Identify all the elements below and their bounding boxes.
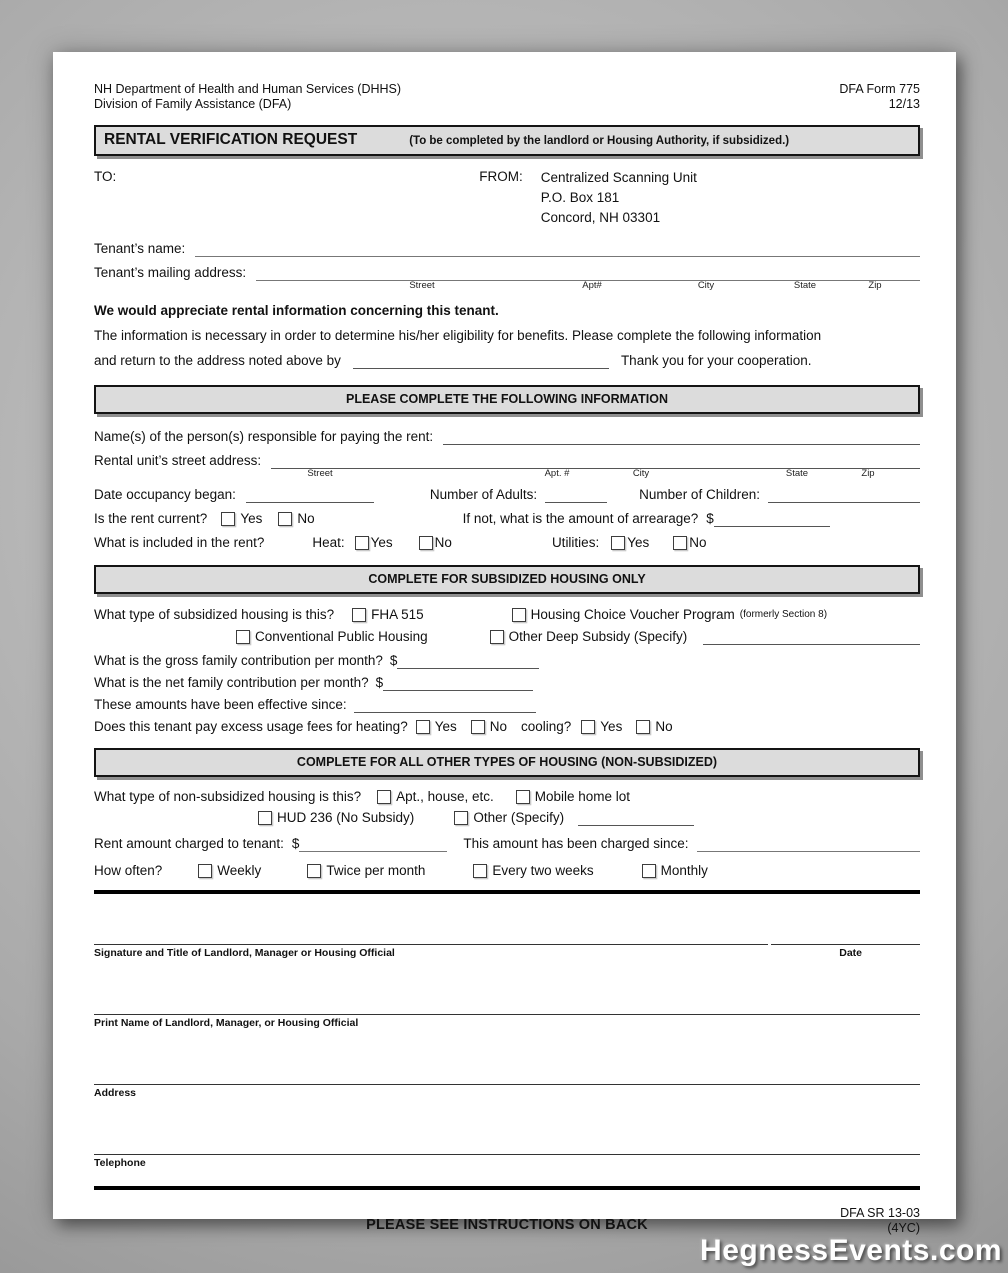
from-address-line3: Concord, NH 03301 [540,210,661,225]
housing-choice-voucher-note: (formerly Section 8) [739,609,828,620]
how-often-label: How often? [94,863,163,878]
utilities-no-label: No [689,535,707,550]
signature-field[interactable] [94,930,768,945]
weekly-label: Weekly [217,863,262,878]
intro-emphasis: We would appreciate rental information concerning this tenant. [94,303,499,318]
monthly-label: Monthly [660,863,708,878]
subsidized-type-label: What type of subsidized housing is this? [94,607,335,622]
checkbox-weekly[interactable] [198,864,212,878]
checkbox-twice-per-month[interactable] [307,864,321,878]
col-state-label: State [785,468,809,479]
form-code-block [840,1206,920,1236]
nonsubsidized-type-row [94,788,920,805]
checkbox-apt-house[interactable] [377,790,391,804]
checkbox-heating-fee-yes[interactable] [416,720,430,734]
net-contribution-row [94,674,920,691]
telephone-label: Telephone [94,1157,146,1169]
instructions-note: PLEASE SEE INSTRUCTIONS ON BACK [366,1217,648,1233]
conventional-public-housing-label: Conventional Public Housing [255,629,428,644]
form-number: DFA Form 775 [839,82,920,96]
unit-address-row [94,452,920,469]
cooperation-label: Thank you for your cooperation. [620,353,812,368]
checkbox-rent-current-no[interactable] [278,512,292,526]
checkbox-utilities-yes[interactable] [611,536,625,550]
checkbox-fha-515[interactable] [352,608,366,622]
form-subtitle: (To be completed by the landlord or Housing Authority, if subsidized.) [409,135,790,147]
title-bar [94,125,920,156]
gross-dollar-sign: $ [389,653,398,668]
subsidized-type-row [94,606,920,623]
signature-label: Signature and Title of Landlord, Manager or Housing Official [94,947,395,959]
checkbox-hud-236[interactable] [258,811,272,825]
col-street-label: Street [409,280,435,291]
charged-since-field[interactable] [697,837,920,852]
subsidized-type-row-2 [94,628,920,645]
effective-since-label: These amounts have been effective since: [94,697,347,712]
checkbox-housing-choice-voucher[interactable] [512,608,526,622]
checkbox-mobile-home-lot[interactable] [516,790,530,804]
form-page [53,52,956,1235]
return-by-label: and return to the address noted above by [94,353,341,368]
signature-label-row [94,947,920,960]
cooling-fee-no-label: No [655,719,673,734]
rent-amount-field[interactable] [299,837,447,852]
rent-amount-row [94,835,920,852]
intro-return-row [94,352,920,369]
effective-since-row [94,696,920,713]
form-revision: 12/13 [888,97,920,111]
from-address-line2: P.O. Box 181 [540,190,620,205]
payer-label: Name(s) of the person(s) responsible for paying the rent: [94,429,434,444]
net-contribution-label: What is the net family contribution per month? [94,675,369,690]
intro-body: The information is necessary in order to determine his/her eligibility for benefits. Please complete the following information [94,328,822,343]
utilities-label: Utilities: [551,535,600,550]
letterhead [94,82,920,112]
form-id-block [839,82,920,112]
tenant-address-label: Tenant’s mailing address: [94,265,247,280]
children-field[interactable] [768,488,920,503]
agency-block [94,82,401,112]
arrearage-dollar-sign: $ [706,511,714,526]
form-code-line2: (4YC) [887,1221,920,1235]
unit-address-columns [94,469,920,479]
address-field[interactable] [94,1070,920,1085]
tenant-name-field[interactable] [195,242,920,257]
signature-date-field[interactable] [771,930,920,945]
heating-fee-no-label: No [489,719,507,734]
footer [94,1204,920,1234]
cooling-label: cooling? [521,719,572,734]
gross-contribution-row [94,652,920,669]
adults-field[interactable] [545,488,607,503]
from-address-line1: Centralized Scanning Unit [540,170,697,185]
agency-line1: NH Department of Health and Human Services (DHHS) [94,82,402,96]
heat-no-label: No [434,535,452,550]
included-rent-label: What is included in the rent? [94,535,265,550]
unit-address-label: Rental unit’s street address: [94,453,262,468]
from-address [541,168,697,228]
section-info-header: PLEASE COMPLETE THE FOLLOWING INFORMATION [94,385,920,414]
checkbox-utilities-no[interactable] [673,536,687,550]
col-city-label: City [697,280,715,291]
col-apt-label: Apt. # [544,468,570,479]
col-zip-label: Zip [868,280,882,291]
housing-choice-voucher-label: Housing Choice Voucher Program [530,607,735,622]
rent-amount-dollar-sign: $ [291,836,300,851]
hud-236-label: HUD 236 (No Subsidy) [277,810,415,825]
effective-since-field[interactable] [354,698,536,713]
occupancy-date-field[interactable] [246,488,374,503]
print-name-label: Print Name of Landlord, Manager, or Housing Official [94,1017,359,1029]
fha-515-label: FHA 515 [371,607,424,622]
from-label: FROM: [479,169,523,184]
section-nonsubsidized-header: COMPLETE FOR ALL OTHER TYPES OF HOUSING (NON-SUBSIDIZED) [94,748,920,777]
other-deep-subsidy-field[interactable] [703,630,920,645]
checkbox-heating-fee-no[interactable] [471,720,485,734]
checkbox-every-two-weeks[interactable] [473,864,487,878]
occupancy-label: Date occupancy began: [94,487,236,502]
form-title: RENTAL VERIFICATION REQUEST [104,131,358,148]
twice-per-month-label: Twice per month [326,863,426,878]
tenant-address-row [94,264,920,281]
payer-field[interactable] [443,430,920,445]
excess-usage-row [94,718,920,735]
how-often-row [94,862,920,879]
watermark-text: HegnessEvents.com [700,1234,1002,1267]
checkbox-conventional-public-housing[interactable] [236,630,250,644]
date-label: Date [839,947,862,959]
rent-amount-label: Rent amount charged to tenant: [94,836,284,851]
col-zip-label: Zip [861,468,875,479]
payer-row [94,428,920,445]
checkbox-rent-current-yes[interactable] [221,512,235,526]
net-dollar-sign: $ [375,675,384,690]
tenant-address-columns [94,281,920,291]
rent-current-no-label: No [297,511,315,526]
every-two-weeks-label: Every two weeks [492,863,594,878]
checkbox-cooling-fee-no[interactable] [636,720,650,734]
agency-line2: Division of Family Assistance (DFA) [94,97,292,111]
heating-fee-yes-label: Yes [434,719,457,734]
heat-label: Heat: [312,535,345,550]
col-city-label: City [632,468,650,479]
tenant-address-field[interactable] [256,266,920,281]
other-deep-subsidy-label: Other Deep Subsidy (Specify) [508,629,688,644]
col-apt-label: Apt# [582,280,602,291]
unit-address-field[interactable] [271,454,920,469]
section-subsidized-header: COMPLETE FOR SUBSIDIZED HOUSING ONLY [94,565,920,594]
tenant-name-label: Tenant’s name: [94,241,186,256]
tenant-name-row [94,240,920,257]
net-contribution-field[interactable] [383,676,533,691]
other-specify-label: Other (Specify) [473,810,565,825]
signature-line [94,930,920,945]
arrearage-amount-field[interactable] [714,512,830,527]
occupancy-row [94,486,920,503]
checkbox-heat-yes[interactable] [355,536,369,550]
col-street-label: Street [307,468,333,479]
arrearage-label: If not, what is the amount of arrearage? [462,511,699,526]
utilities-yes-label: Yes [627,535,650,550]
other-specify-field[interactable] [578,811,694,826]
nonsubsidized-type-row-2 [94,809,920,826]
return-by-date-field[interactable] [353,354,609,369]
charged-since-label: This amount has been charged since: [463,836,689,851]
checkbox-heat-no[interactable] [419,536,433,550]
heat-yes-label: Yes [370,535,393,550]
checkbox-other-specify[interactable] [454,811,468,825]
divider-thick-top [94,890,920,894]
rent-current-row [94,510,920,527]
to-from-block [94,168,920,228]
telephone-field[interactable] [94,1140,920,1155]
mobile-home-lot-label: Mobile home lot [534,789,631,804]
cooling-fee-yes-label: Yes [600,719,623,734]
print-name-field[interactable] [94,1000,920,1015]
children-label: Number of Children: [639,487,760,502]
to-label: TO: [94,169,117,184]
gross-contribution-field[interactable] [397,654,539,669]
rent-current-yes-label: Yes [240,511,263,526]
checkbox-monthly[interactable] [642,864,656,878]
adults-label: Number of Adults: [429,487,538,502]
checkbox-cooling-fee-yes[interactable] [581,720,595,734]
checkbox-other-deep-subsidy[interactable] [490,630,504,644]
gross-contribution-label: What is the gross family contribution per month? [94,653,383,668]
address-label: Address [94,1087,137,1099]
excess-usage-label: Does this tenant pay excess usage fees for heating? [94,719,408,734]
included-rent-row [94,534,920,551]
divider-thick-bottom [94,1186,920,1190]
col-state-label: State [793,280,817,291]
form-code-line1: DFA SR 13-03 [840,1206,920,1220]
apt-house-label: Apt., house, etc. [396,789,494,804]
rent-current-label: Is the rent current? [94,511,208,526]
nonsubsidized-type-label: What type of non-subsidized housing is this? [94,789,362,804]
